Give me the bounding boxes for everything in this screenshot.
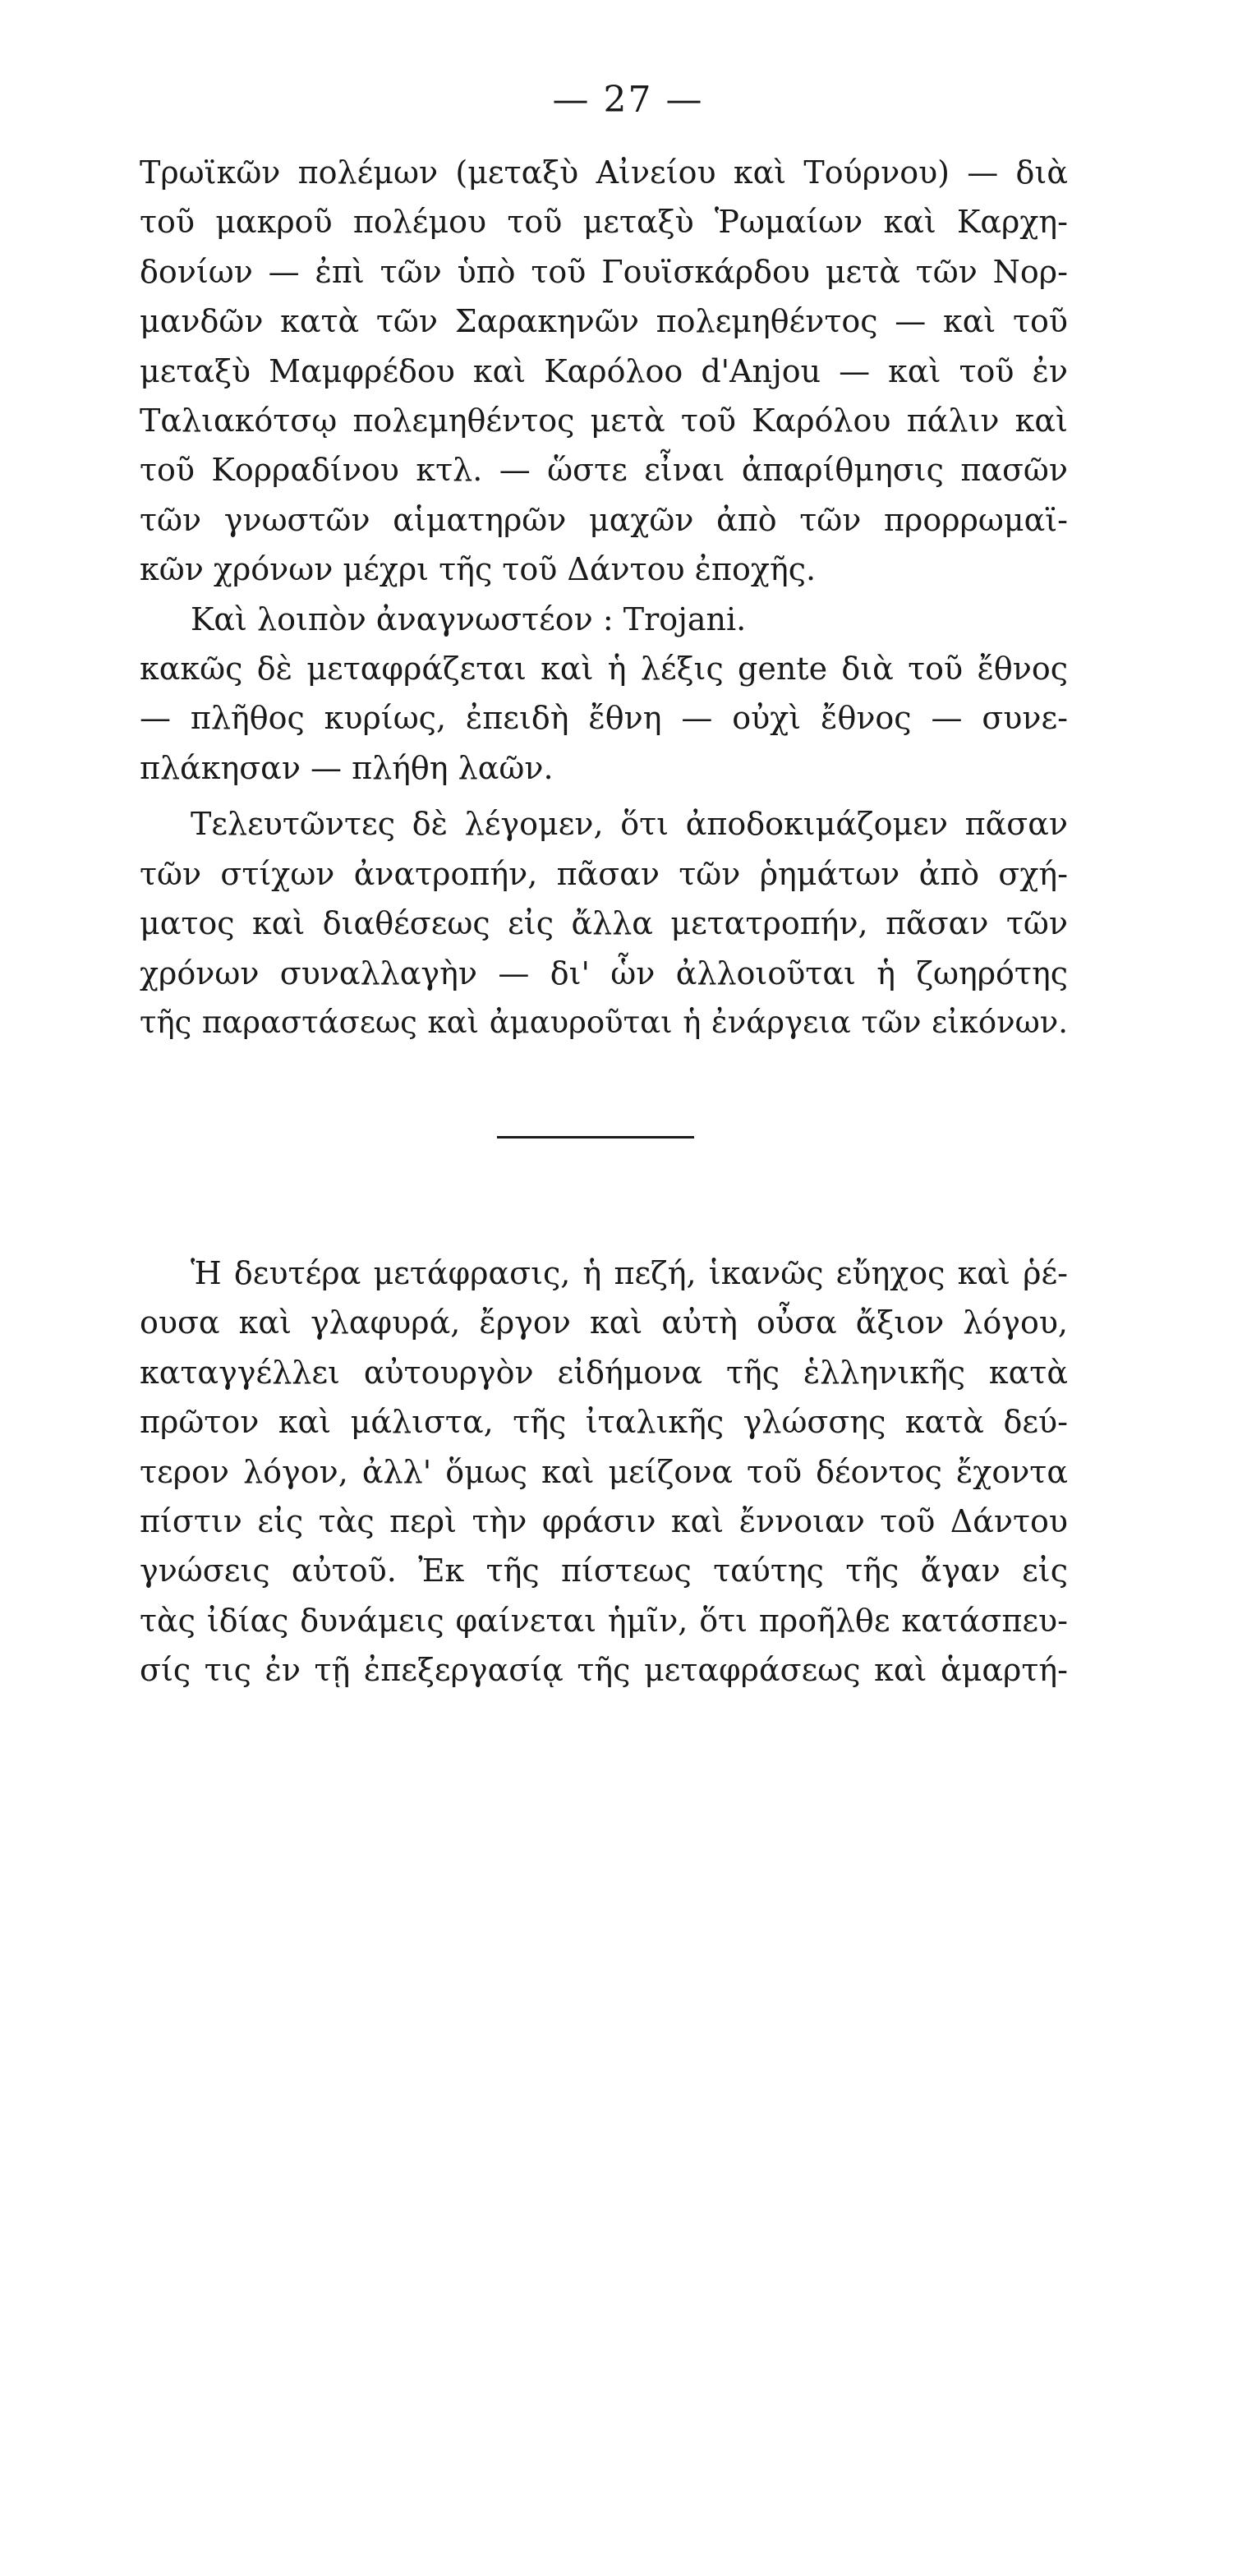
text-line: κακῶς δὲ μεταφράζεται καὶ ἡ λέξις gente διὰ τοῦ ἔθνος bbox=[140, 651, 1068, 688]
text-line: τὰς ἰδίας δυνάμεις φαίνεται ἡμῖν, ὅτι προῆλθε κατάσπευ- bbox=[140, 1602, 1068, 1639]
page-number: — 27 — bbox=[552, 79, 704, 121]
text-line: δονίων — ἐπὶ τῶν ὑπὸ τοῦ Γουϊσκάρδου μετὰ τῶν Νορ- bbox=[140, 253, 1068, 290]
text-line: ουσα καὶ γλαφυρά, ἔργον καὶ αὐτὴ οὖσα ἄξιον λόγου, bbox=[140, 1304, 1068, 1341]
text-line: ματος καὶ διαθέσεως εἰς ἄλλα μετατροπήν, πᾶσαν τῶν bbox=[140, 905, 1068, 942]
text-line: τῶν στίχων ἀνατροπήν, πᾶσαν τῶν ῥημάτων ἀπὸ σχή- bbox=[140, 855, 1068, 892]
text-line: Καὶ λοιπὸν ἀναγνωστέον : Trojani. bbox=[191, 600, 747, 637]
text-block-2 bbox=[140, 1249, 1068, 1695]
text-line: Τελευτῶντες δὲ λέγομεν, ὅτι ἀποδοκιμάζομεν πᾶσαν bbox=[191, 806, 1068, 843]
text-line: χρόνων συναλλαγὴν — δι' ὧν ἀλλοιοῦται ἡ ζωηρότης bbox=[140, 954, 1068, 991]
text-line: πρῶτον καὶ μάλιστα, τῆς ἰταλικῆς γλώσσης κατὰ δεύ- bbox=[140, 1404, 1068, 1441]
text-line: πίστιν εἰς τὰς περὶ τὴν φράσιν καὶ ἔννοιαν τοῦ Δάντου bbox=[140, 1503, 1068, 1540]
section-divider bbox=[497, 1136, 694, 1138]
text-line: πλάκησαν — πλήθη λαῶν. bbox=[140, 749, 554, 786]
text-line: γνώσεις αὐτοῦ. Ἐκ τῆς πίστεως ταύτης τῆς ἄγαν εἰς bbox=[140, 1552, 1068, 1589]
text-line: τῆς παραστάσεως καὶ ἀμαυροῦται ἡ ἐνάργεια τῶν εἰκόνων. bbox=[140, 1004, 1068, 1040]
text-line: Ἡ δευτέρα μετάφρασις, ἡ πεζή, ἱκανῶς εὔηχος καὶ ῥέ- bbox=[191, 1255, 1068, 1291]
text-line: Τρωϊκῶν πολέμων (μεταξὺ Αἰνείου καὶ Τούρνου) — διὰ bbox=[140, 154, 1068, 191]
text-line: τοῦ Κορραδίνου κτλ. — ὥστε εἶναι ἀπαρίθμησις πασῶν bbox=[140, 452, 1068, 489]
text-line: μεταξὺ Μαμφρέδου καὶ Καρόλοο d'Anjou — καὶ τοῦ ἐν bbox=[140, 352, 1068, 389]
text-line: τοῦ μακροῦ πολέμου τοῦ μεταξὺ Ῥωμαίων καὶ Καρχη- bbox=[140, 204, 1068, 241]
text-line: καταγγέλλει αὐτουργὸν εἰδήμονα τῆς ἑλληνικῆς κατὰ bbox=[140, 1354, 1068, 1391]
text-line: τερον λόγον, ἀλλ' ὅμως καὶ μείζονα τοῦ δέοντος ἔχοντα bbox=[140, 1453, 1068, 1490]
text-line: σίς τις ἐν τῇ ἐπεξεργασίᾳ τῆς μεταφράσεως καὶ ἁμαρτή- bbox=[140, 1652, 1068, 1689]
text-line: τῶν γνωστῶν αἱματηρῶν μαχῶν ἀπὸ τῶν προρρωμαϊ- bbox=[140, 501, 1068, 538]
text-line: — πλῆθος κυρίως, ἐπειδὴ ἔθνη — οὐχὶ ἔθνος — συνε- bbox=[140, 700, 1068, 737]
text-block-1 bbox=[140, 148, 1068, 1047]
text-line: Ταλιακότσῳ πολεμηθέντος μετὰ τοῦ Καρόλου πάλιν καὶ bbox=[140, 402, 1068, 439]
text-line: κῶν χρόνων μέχρι τῆς τοῦ Δάντου ἐποχῆς. bbox=[140, 551, 817, 588]
text-line: μανδῶν κατὰ τῶν Σαρακηνῶν πολεμηθέντος — καὶ τοῦ bbox=[140, 303, 1068, 340]
